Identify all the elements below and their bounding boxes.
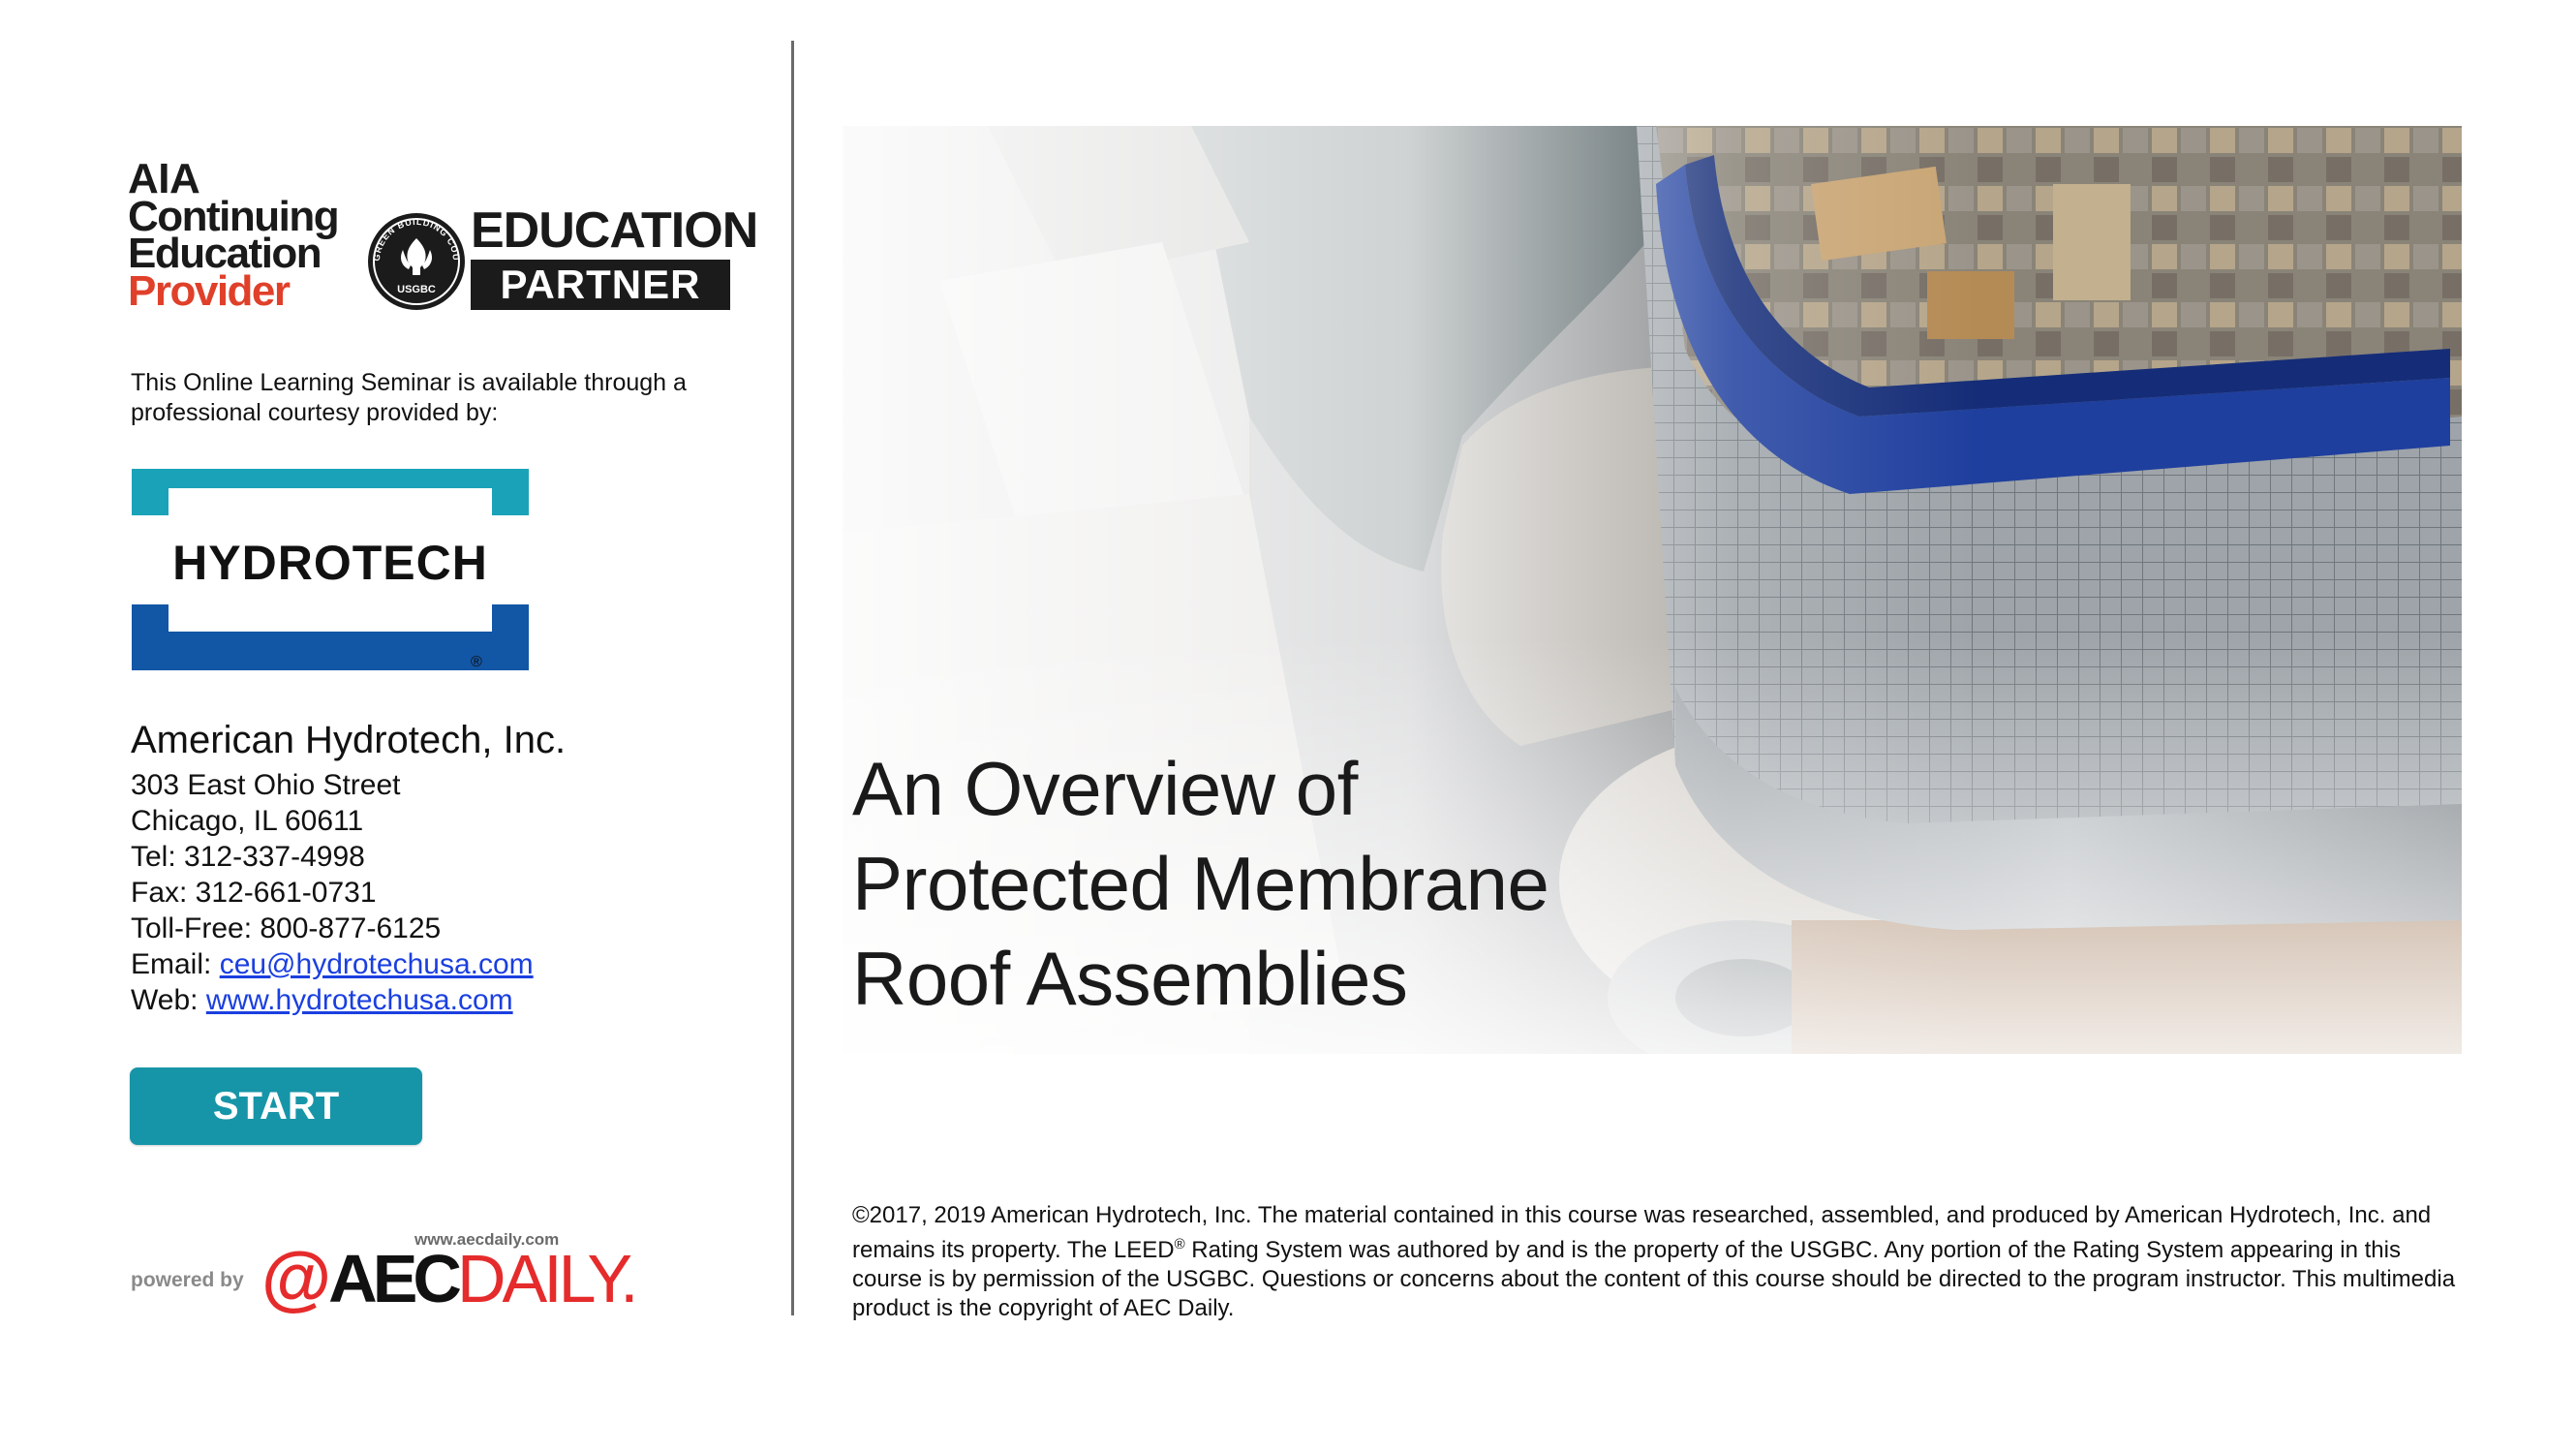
education-partner-logo (471, 202, 758, 310)
intro-line2: professional courtesy provided by: (131, 399, 499, 426)
company-tel: Tel: 312-337-4998 (131, 841, 365, 873)
email-link[interactable]: ceu@hydrotechusa.com (219, 948, 534, 980)
company-city: Chicago, IL 60611 (131, 805, 364, 837)
course-title-line2: Protected Membrane (852, 841, 1549, 926)
aec-at-icon: @ (261, 1237, 329, 1317)
web-link[interactable]: www.hydrotechusa.com (205, 984, 513, 1016)
copyright-part2: Rating System was authored by and is the property of the USGBC. Any portion of the Rating System appearing in this course is by permission of the USGBC. Questions or concerns about the content of this course should be directed to the program instructor. This multimedia product is the copyright of AEC Daily. (852, 1237, 2456, 1321)
company-fax: Fax: 312-661-0731 (131, 877, 377, 909)
education-partner-line2: PARTNER (471, 260, 730, 310)
course-title (852, 741, 1549, 1026)
usgbc-bottom-text: USGBC (397, 284, 436, 295)
intro-line1: This Online Learning Seminar is available through a (131, 369, 687, 396)
aec-daily-url: www.aecdaily.com (414, 1230, 560, 1249)
aec-daily-logo (261, 1236, 635, 1323)
copyright-notice (852, 1201, 2460, 1323)
start-button[interactable]: START (130, 1067, 422, 1145)
email-label: Email: (131, 948, 220, 980)
education-partner-line1: EDUCATION (471, 202, 758, 259)
aia-logo-line4: Provider (128, 267, 290, 316)
company-street: 303 East Ohio Street (131, 769, 401, 801)
hydrotech-wordmark: HYDROTECH (172, 536, 488, 590)
company-contact (131, 767, 534, 1018)
copyright-registered: ® (1174, 1236, 1185, 1252)
powered-by-label: powered by (131, 1269, 244, 1291)
courtesy-intro (131, 368, 731, 428)
company-email-row (131, 946, 534, 982)
hydrotech-logo (132, 469, 529, 670)
daily-trademark: . (620, 1241, 635, 1316)
aec-wordmark: AEC (328, 1241, 457, 1316)
course-title-line1: An Overview of (852, 746, 1358, 831)
usgbc-seal-icon (366, 211, 467, 312)
vertical-divider (791, 41, 794, 1315)
aia-logo-line1: AIA (128, 155, 200, 202)
aia-logo-line3: Education (128, 230, 322, 278)
hydrotech-registered: ® (471, 654, 482, 670)
company-web-row (131, 982, 534, 1018)
daily-wordmark: DAILY (456, 1241, 621, 1316)
aia-logo-line2: Continuing (128, 192, 339, 240)
company-name: American Hydrotech, Inc. (131, 719, 567, 761)
web-label: Web: (131, 984, 206, 1016)
usgbc-ring-text: GREEN BUILDING COU (371, 216, 462, 262)
aia-logo (128, 155, 370, 316)
course-title-line3: Roof Assemblies (852, 936, 1408, 1021)
company-tollfree: Toll-Free: 800-877-6125 (131, 912, 442, 944)
copyright-part1: ©2017, 2019 American Hydrotech, Inc. The material contained in this course was researched, assembled, and produced by American Hydrotech, Inc. and remains its property. The LEED (852, 1202, 2432, 1263)
